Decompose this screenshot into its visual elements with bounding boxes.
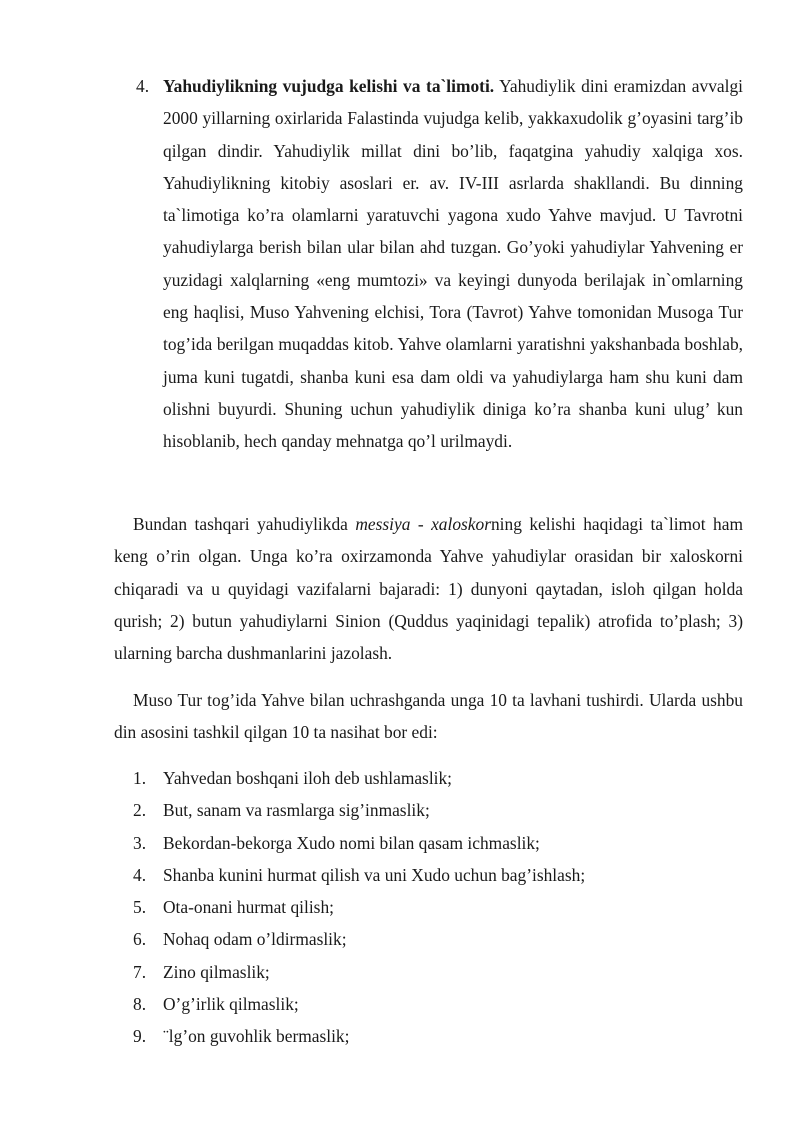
section-title: Yahudiylikning vujudga kelishi va ta`limoti. xyxy=(163,76,495,96)
list-item-number: 2. xyxy=(133,800,147,821)
commandments-list xyxy=(114,762,743,1053)
list-item xyxy=(114,956,743,988)
list-item-text: ¨lg’on guvohlik bermaslik; xyxy=(163,1026,350,1047)
list-item-number: 3. xyxy=(133,832,147,853)
list-item-text: Ota-onani hurmat qilish; xyxy=(163,897,334,918)
list-item xyxy=(114,762,743,794)
section-number: 4. xyxy=(136,76,150,96)
list-item-number: 9. xyxy=(133,1026,147,1047)
list-item-number: 8. xyxy=(133,994,147,1015)
list-item-number: 7. xyxy=(133,961,147,982)
list-item xyxy=(114,859,743,891)
tablets-paragraph: Muso Tur tog’ida Yahve bilan uchrashganda unga 10 ta lavhani tushirdi. Ularda ushbu din asosini tashkil qilgan 10 ta nasihat bor edi: xyxy=(114,690,743,743)
messiah-term: messiya - xaloskor xyxy=(355,514,491,534)
messiah-paragraph xyxy=(114,508,743,669)
list-item xyxy=(114,923,743,955)
list-item xyxy=(114,988,743,1020)
list-item xyxy=(114,794,743,826)
list-item-number: 4. xyxy=(133,864,147,885)
list-item-text: O’g’irlik qilmaslik; xyxy=(163,994,299,1015)
section-body: Yahudiylik dini eramizdan avvalgi 2000 yillarning oxirlarida Falastinda vujudga kelib, yakkaxudolik g’oyasini targ’ib qilgan dindir. Yahudiylik millat dini bo’lib, faqatgina yahudiy xalqiga xos. Yahudiylikning kitobiy asoslari er. av. IV-III asrlarda shakllandi. Bu dinning ta`limotiga ko’ra olamlarni yaratuvchi yagona xudo Yahve mavjud. U Tavrotni yahudiylarga berish bilan ular bilan ahd tuzgan. Go’yoki yahudiylar Yahvening er yuzidagi xalqlarning «eng mumtozi» va keyingi dunyoda berilajak in`omlarning eng haqlisi, Muso Yahvening elchisi, Tora (Tavrot) Yahve tomonidan Musoga Tur tog’ida berilgan muqaddas kitob. Yahve olamlarni yaratishni yakshanbada boshlab, juma kuni tugatdi, shanba kuni esa dam oldi va yahudiylarga ham shu kuni dam olishni buyurdi. Shuning uchun yahudiylik diniga ko’ra shanba kuni ulug’ kun hisoblanib, hech qanday mehnatga qo’l urilmaydi. xyxy=(163,76,743,452)
list-item xyxy=(114,827,743,859)
list-item-text: But, sanam va rasmlarga sig’inmaslik; xyxy=(163,800,430,821)
list-item-number: 6. xyxy=(133,929,147,950)
list-item-text: Zino qilmaslik; xyxy=(163,961,270,982)
list-item-text: Yahvedan boshqani iloh deb ushlamaslik; xyxy=(163,768,453,788)
list-item xyxy=(114,891,743,923)
list-item-number: 5. xyxy=(133,897,147,918)
list-item-number: 1. xyxy=(133,768,147,788)
messiah-paragraph-end: ning kelishi haqidagi ta`limot ham keng o’rin olgan. Unga ko’ra oxirzamonda Yahve yahudiylar orasidan bir xaloskorni chiqaradi va u quyidagi vazifalarni bajaradi: 1) dunyoni qaytadan, isloh qilgan holda qurish; 2) butun yahudiylarni Sinion (Quddus yaqinidagi tepalik) atrofida to’plash; 3) ularning barcha dushmanlarini jazolash. xyxy=(114,514,743,664)
list-item-text: Bekordan-bekorga Xudo nomi bilan qasam ichmaslik; xyxy=(163,832,540,853)
list-item-text: Shanba kunini hurmat qilish va uni Xudo uchun bag’ishlash; xyxy=(163,864,586,885)
list-item xyxy=(114,1020,743,1052)
list-item-text: Nohaq odam o’ldirmaslik; xyxy=(163,929,347,950)
section-paragraph xyxy=(163,70,743,458)
messiah-paragraph-start: Bundan tashqari yahudiylikda xyxy=(133,514,356,534)
